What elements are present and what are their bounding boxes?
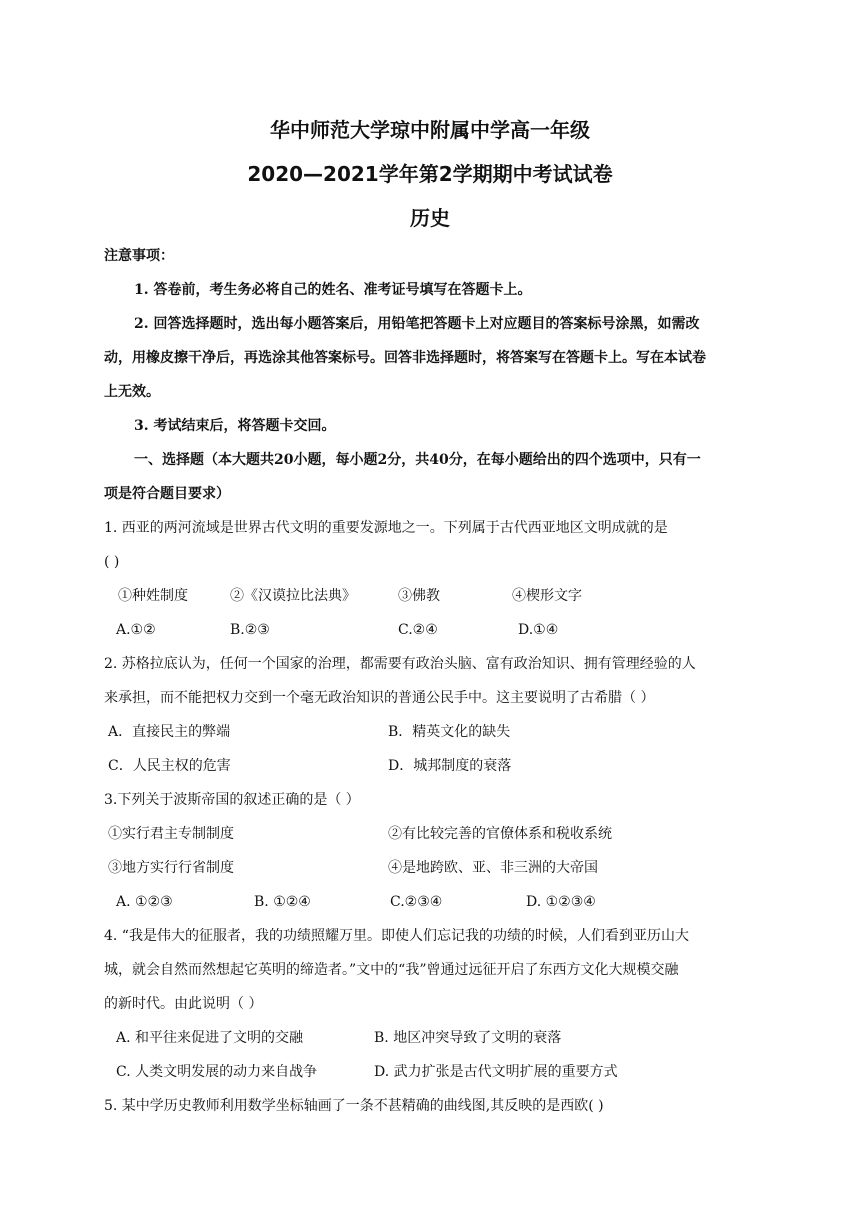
- question-4-stem-end: 的新时代。由此说明（ ）: [104, 996, 263, 1012]
- question-1-item: ④楔形文字: [512, 588, 582, 604]
- question-1-option-a: A.①②: [116, 622, 156, 638]
- question-4-option-b: B. 地区冲突导致了文明的衰落: [374, 1030, 562, 1046]
- question-3-option-b: B. ①②④: [254, 894, 311, 910]
- notice-item-3: 3. 考试结束后，将答题卡交回。: [134, 418, 336, 434]
- exam-title: 2020—2021学年第2学期期中考试试卷: [247, 162, 613, 186]
- question-5-stem: 5. 某中学历史教师利用数学坐标轴画了一条不甚精确的曲线图,其反映的是西欧( ): [104, 1098, 604, 1114]
- question-3-option-c: C.②③④: [390, 894, 443, 910]
- question-1-option-c: C.②④: [398, 622, 438, 638]
- question-1-option-b: B.②③: [230, 622, 270, 638]
- notice-item-2-line-3: 上无效。: [104, 384, 160, 400]
- question-3-item: ②有比较完善的官僚体系和税收系统: [388, 826, 612, 842]
- question-3-option-a: A. ①②③: [116, 894, 173, 910]
- question-2-option-a: A．直接民主的弊端: [108, 724, 231, 740]
- question-4-option-a: A. 和平往来促进了文明的交融: [116, 1030, 304, 1046]
- section-1-heading: 一、选择题（本大题共20小题，每小题2分，共40分，在每小题给出的四个选项中，只有一: [134, 452, 701, 468]
- question-2-stem: 2. 苏格拉底认为，任何一个国家的治理，都需要有政治头脑、富有政治知识、拥有管理经验的人: [104, 656, 696, 672]
- notice-item-2-line-2: 动，用橡皮擦干净后，再选涂其他答案标号。回答非选择题时，将答案写在答题卡上。写在本试卷: [104, 350, 706, 366]
- question-1-item: ①种姓制度: [118, 588, 188, 604]
- question-3-item: ④是地跨欧、亚、非三洲的大帝国: [388, 860, 598, 876]
- question-3-stem: 3.下列关于波斯帝国的叙述正确的是（ ）: [104, 792, 360, 808]
- question-3-item: ③地方实行行省制度: [108, 860, 234, 876]
- question-2-option-b: B．精英文化的缺失: [388, 724, 511, 740]
- school-title: 华中师范大学琼中附属中学高一年级: [270, 118, 590, 142]
- notice-item-2-line-1: 2. 回答选择题时，选出每小题答案后，用铅笔把答题卡上对应题目的答案标号涂黑，如需改: [134, 316, 700, 332]
- question-1-item: ②《汉谟拉比法典》: [230, 588, 356, 604]
- question-1-stem: 1. 西亚的两河流域是世界古代文明的重要发源地之一。下列属于古代西亚地区文明成就的是: [104, 520, 668, 536]
- question-2-option-c: C．人民主权的危害: [108, 758, 231, 774]
- subject-title: 历史: [410, 206, 450, 230]
- question-3-item: ①实行君主专制制度: [108, 826, 234, 842]
- question-2-option-d: D．城邦制度的衰落: [388, 758, 512, 774]
- question-1-item: ③佛教: [398, 588, 440, 604]
- question-4-option-d: D. 武力扩张是古代文明扩展的重要方式: [374, 1064, 618, 1080]
- question-2-stem-cont: 来承担，而不能把权力交到一个毫无政治知识的普通公民手中。这主要说明了古希腊（ ）: [104, 690, 655, 706]
- question-4-stem: 4. “我是伟大的征服者，我的功绩照耀万里。即使人们忘记我的功绩的时候，人们看到亚历山大: [104, 928, 689, 944]
- section-1-heading-cont: 项是符合题目要求）: [104, 486, 230, 502]
- question-4-stem-cont: 城，就会自然而然想起它英明的缔造者。”文中的“我”曾通过远征开启了东西方文化大规模交融: [104, 962, 679, 978]
- notice-item-1: 1. 答卷前，考生务必将自己的姓名、准考证号填写在答题卡上。: [134, 282, 532, 298]
- question-1-option-d: D.①④: [518, 622, 559, 638]
- notice-heading: 注意事项：: [104, 248, 174, 264]
- question-4-option-c: C. 人类文明发展的动力来自战争: [116, 1064, 318, 1080]
- question-3-option-d: D. ①②③④: [526, 894, 596, 910]
- question-1-bracket: ( ): [104, 554, 120, 570]
